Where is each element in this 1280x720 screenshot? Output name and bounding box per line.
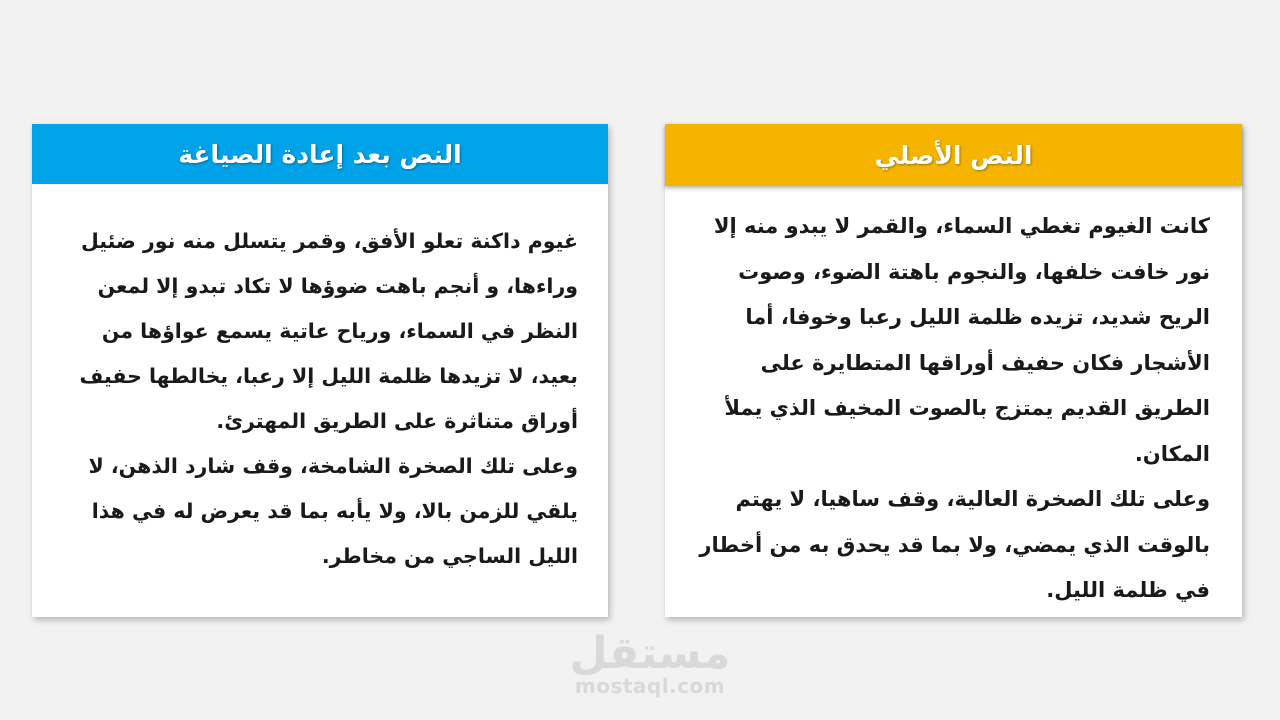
- original-text-panel: [665, 124, 1242, 617]
- rewritten-text-title: النص بعد إعادة الصياغة: [32, 124, 608, 184]
- rewritten-text-panel: [32, 124, 608, 617]
- watermark-arabic: مستقل: [569, 628, 731, 679]
- rewritten-text-body: [32, 219, 608, 617]
- rewritten-paragraph-2: وعلى تلك الصخرة الشامخة، وقف شارد الذهن، لا يلقي للزمن بالا، ولا يأبه بما قد يعرض له في هذا الليل الساجي من مخاطر.: [88, 454, 578, 568]
- watermark-latin: mostaql.com: [574, 674, 726, 698]
- original-paragraph-1: كانت الغيوم تغطي السماء، والقمر لا يبدو منه إلا نور خافت خلفها، والنجوم باهتة الضوء، وصوت الريح شديد، تزيده ظلمة الليل رعبا وخوفا، أما الأشجار فكان حفيف أوراقها المتطايرة على الطريق القديم يمتزج بالصوت المخيف الذي يملأ المكان.: [713, 214, 1210, 466]
- mostaql-watermark: [540, 630, 760, 696]
- original-text-title: النص الأصلي: [665, 124, 1242, 186]
- original-paragraph-2: وعلى تلك الصخرة العالية، وقف ساهيا، لا يهتم بالوقت الذي يمضي، ولا بما قد يحدق به من أخطار في ظلمة الليل.: [699, 487, 1210, 602]
- rewritten-paragraph-1: غيوم داكنة تعلو الأفق، وقمر يتسلل منه نور ضئيل وراءها، و أنجم باهت ضوؤها لا تكاد تبدو إلا لمعن النظر في السماء، ورياح عاتية يسمع عواؤها من بعيد، لا تزيدها ظلمة الليل إلا رعبا، يخالطها حفيف أوراق متناثرة على الطريق المهترئ.: [79, 229, 578, 433]
- original-text-body: [665, 204, 1242, 617]
